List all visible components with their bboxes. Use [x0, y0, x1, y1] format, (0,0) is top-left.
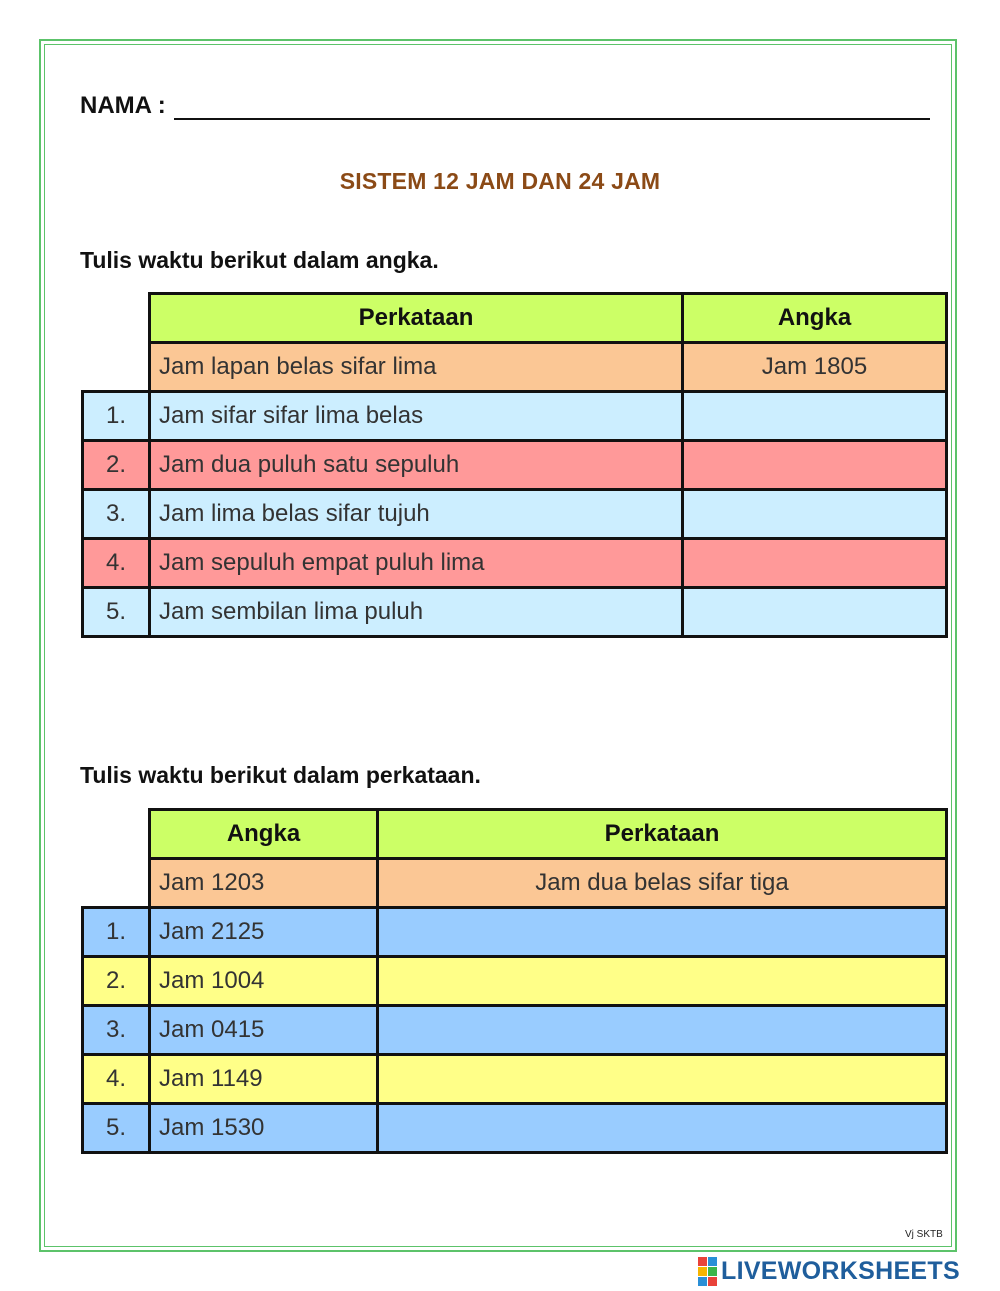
table-row	[83, 957, 947, 1006]
row-words: Jam sifar sifar lima belas	[150, 392, 683, 441]
example-row	[83, 343, 947, 392]
section1-instruction: Tulis waktu berikut dalam angka.	[80, 247, 439, 273]
header-perkataan: Perkataan	[378, 810, 947, 859]
row-words: Jam dua puluh satu sepuluh	[150, 441, 683, 490]
example-digits: Jam 1805	[683, 343, 947, 392]
blank-cell	[83, 294, 150, 343]
table-header-row	[83, 294, 947, 343]
answer-cell[interactable]	[378, 1006, 947, 1055]
row-digits: Jam 0415	[150, 1006, 378, 1055]
answer-cell[interactable]	[683, 392, 947, 441]
answer-cell[interactable]	[378, 908, 947, 957]
name-field-row	[80, 88, 930, 120]
row-number: 5.	[83, 588, 150, 637]
row-number: 3.	[83, 1006, 150, 1055]
example-row	[83, 859, 947, 908]
section2-table	[81, 808, 948, 1154]
example-words: Jam dua belas sifar tiga	[378, 859, 947, 908]
credit-text: Vj SKTB	[905, 1229, 943, 1240]
liveworksheets-wordmark: LIVEWORKSHEETS	[721, 1256, 960, 1285]
table-header-row	[83, 810, 947, 859]
row-number: 4.	[83, 539, 150, 588]
blank-cell	[83, 343, 150, 392]
worksheet-title: SISTEM 12 JAM DAN 24 JAM	[339, 168, 661, 194]
table-row	[83, 490, 947, 539]
row-digits: Jam 1149	[150, 1055, 378, 1104]
row-digits: Jam 1004	[150, 957, 378, 1006]
answer-cell[interactable]	[378, 1055, 947, 1104]
example-digits: Jam 1203	[150, 859, 378, 908]
example-words: Jam lapan belas sifar lima	[150, 343, 683, 392]
table-row	[83, 1006, 947, 1055]
row-digits: Jam 2125	[150, 908, 378, 957]
header-perkataan: Perkataan	[150, 294, 683, 343]
answer-cell[interactable]	[683, 588, 947, 637]
row-number: 2.	[83, 957, 150, 1006]
row-number: 5.	[83, 1104, 150, 1153]
row-words: Jam sepuluh empat puluh lima	[150, 539, 683, 588]
table-row	[83, 539, 947, 588]
liveworksheets-brand[interactable]	[698, 1256, 960, 1286]
blank-cell	[83, 859, 150, 908]
row-words: Jam lima belas sifar tujuh	[150, 490, 683, 539]
table-row	[83, 588, 947, 637]
row-number: 1.	[83, 908, 150, 957]
answer-cell[interactable]	[683, 539, 947, 588]
row-digits: Jam 1530	[150, 1104, 378, 1153]
liveworksheets-logo-icon	[698, 1257, 717, 1286]
answer-cell[interactable]	[378, 1104, 947, 1153]
row-number: 1.	[83, 392, 150, 441]
answer-cell[interactable]	[378, 957, 947, 1006]
header-angka: Angka	[683, 294, 947, 343]
name-label: NAMA :	[80, 92, 166, 119]
blank-cell	[83, 810, 150, 859]
section2-instruction: Tulis waktu berikut dalam perkataan.	[80, 762, 481, 788]
section1-table	[81, 292, 948, 638]
row-number: 3.	[83, 490, 150, 539]
table-row	[83, 908, 947, 957]
table-row	[83, 1055, 947, 1104]
row-words: Jam sembilan lima puluh	[150, 588, 683, 637]
header-angka: Angka	[150, 810, 378, 859]
table-row	[83, 1104, 947, 1153]
table-row	[83, 392, 947, 441]
name-input-line[interactable]	[174, 94, 930, 120]
answer-cell[interactable]	[683, 441, 947, 490]
table-row	[83, 441, 947, 490]
row-number: 2.	[83, 441, 150, 490]
row-number: 4.	[83, 1055, 150, 1104]
answer-cell[interactable]	[683, 490, 947, 539]
